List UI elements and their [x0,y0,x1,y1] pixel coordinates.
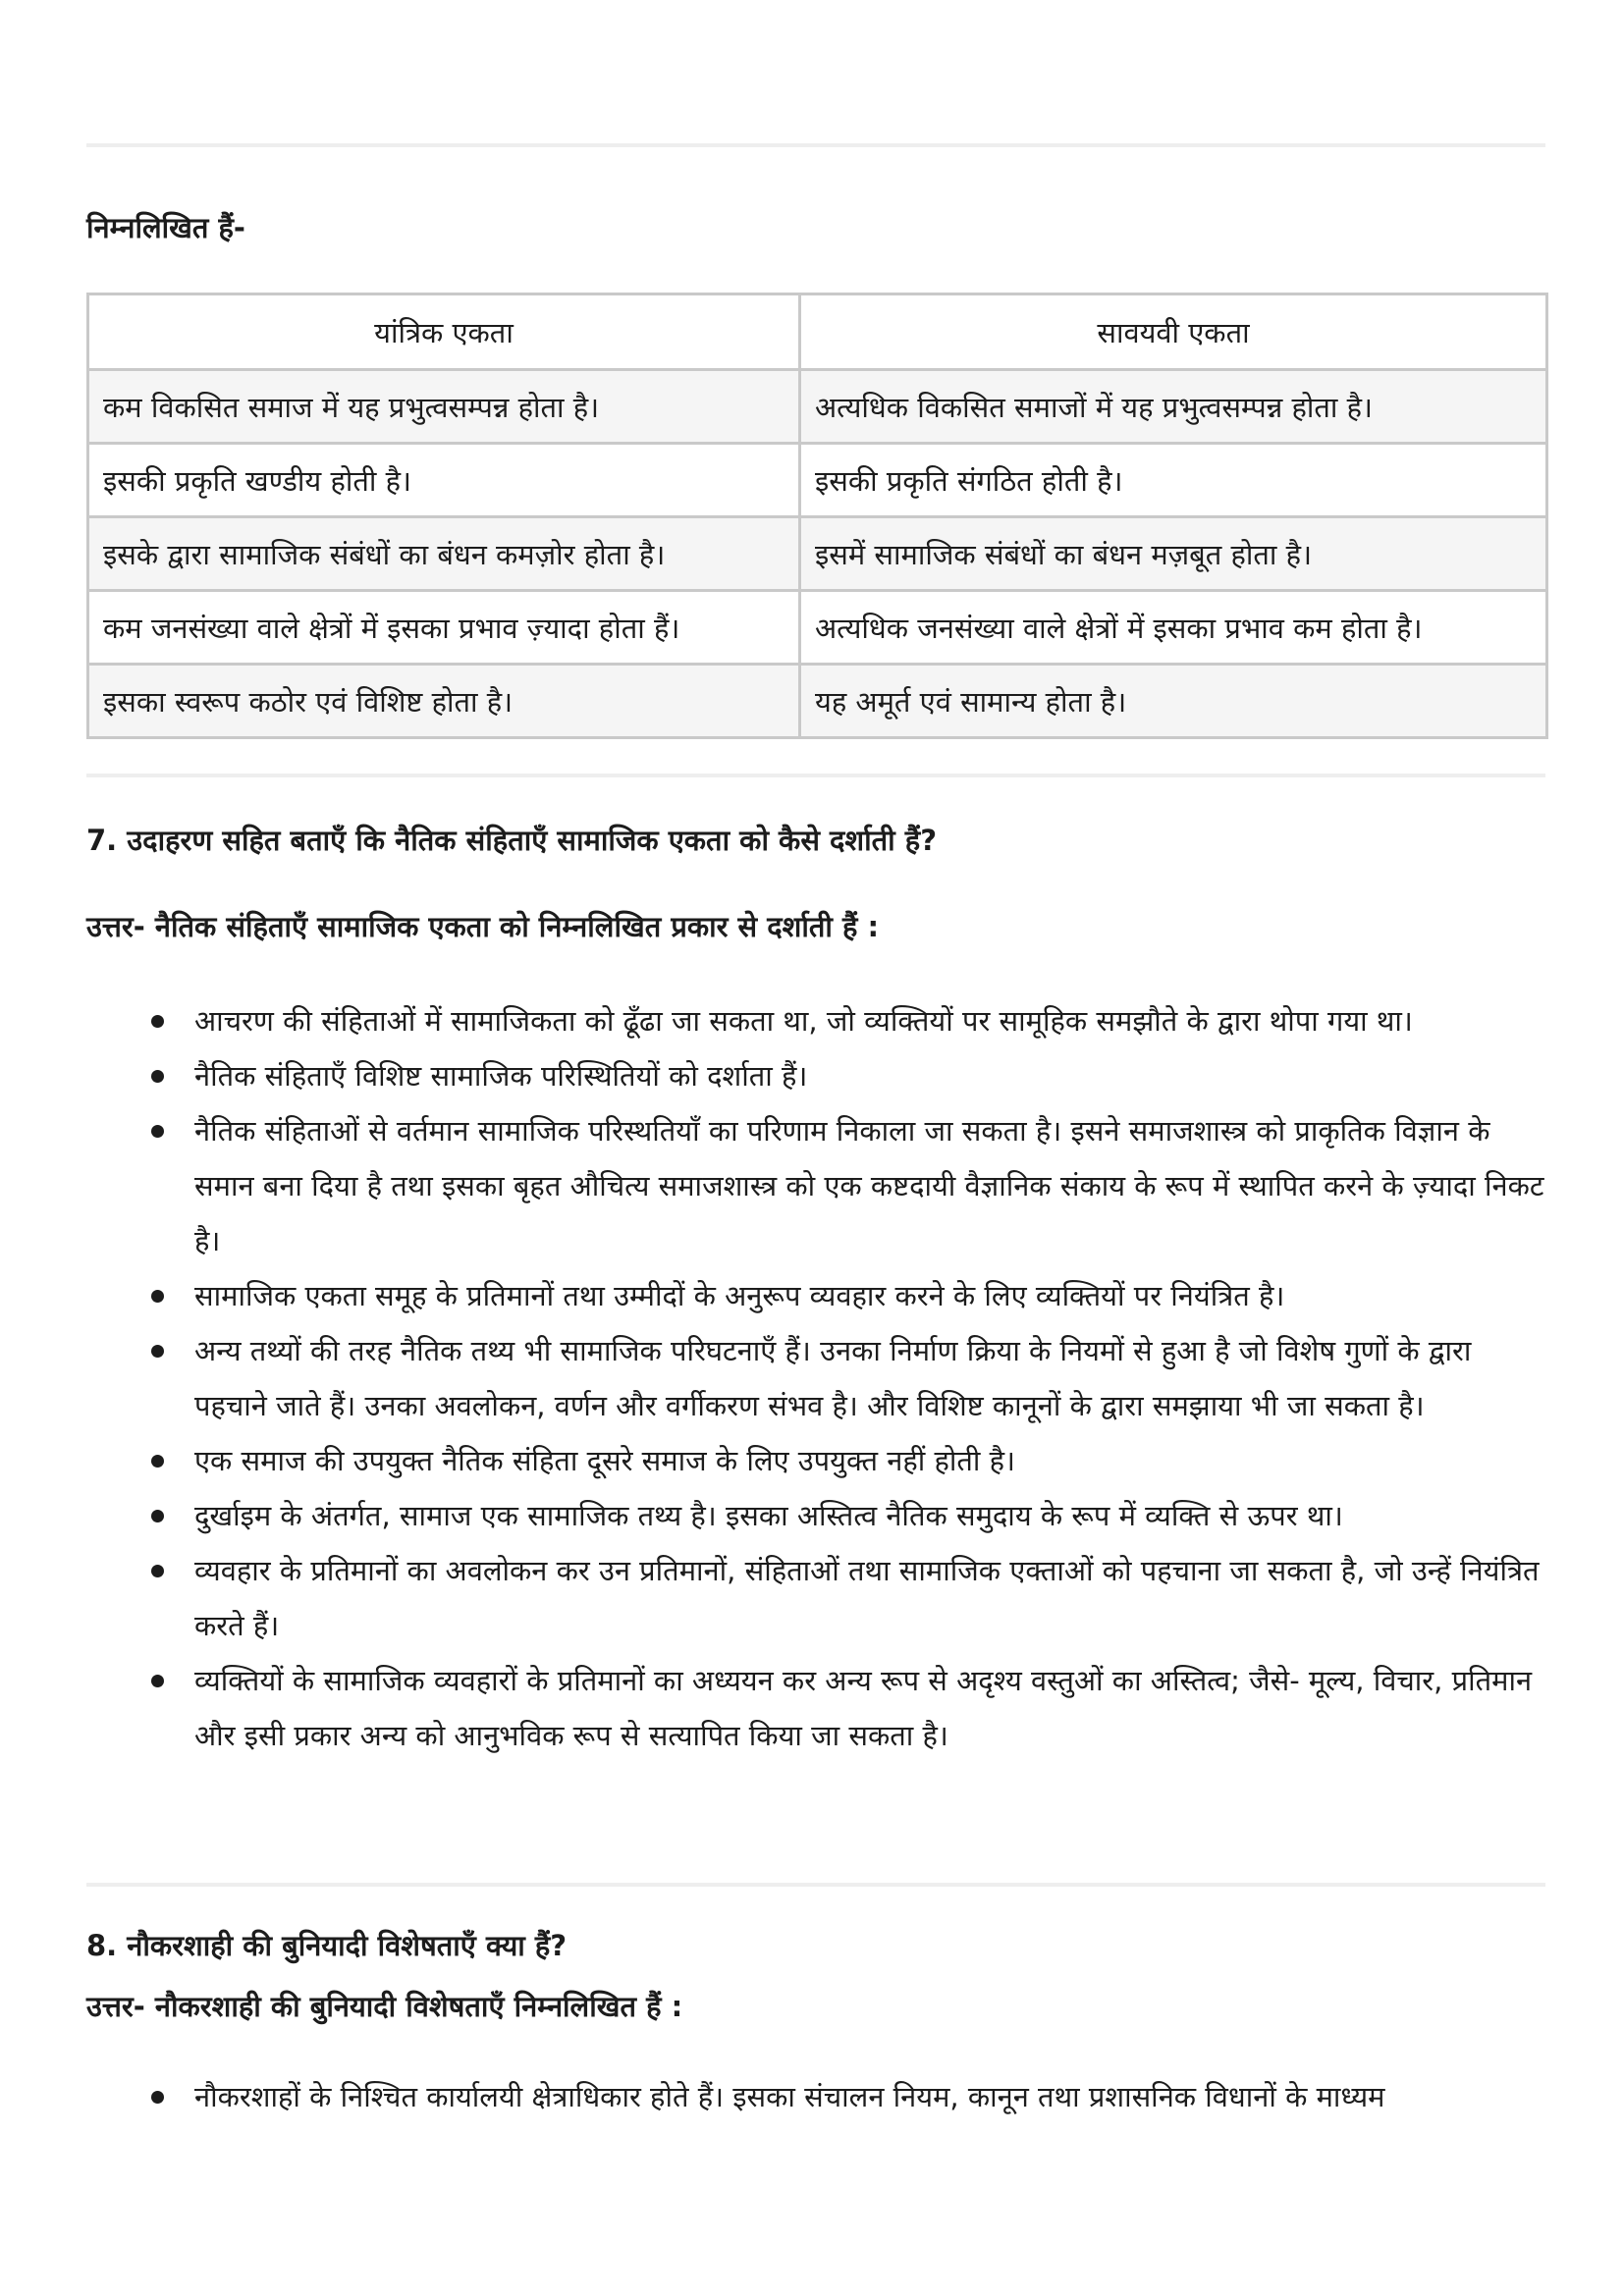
question-7: 7. उदाहरण सहित बताएँ कि नैतिक संहिताएँ सामाजिक एकता को कैसे दर्शाती हैं? [86,824,938,857]
answer-7-intro: उत्तर- नैतिक संहिताएँ सामाजिक एकता को निम्नलिखित प्रकार से दर्शाती हैं : [86,910,880,943]
table-cell: अत्यधिक विकसित समाजों में यह प्रभुत्वसम्पन्न होता है। [800,370,1547,444]
list-item: नैतिक संहिताओं से वर्तमान सामाजिक परिस्थतियाँ का परिणाम निकाला जा सकता है। इसने समाजशास्त्र को प्राकृतिक विज्ञान के समान बना दिया है तथा इसका बृहत औचित्य समाजशास्त्र को एक कष्टदायी वैज्ञानिक संकाय के रूप में स्थापित करने के ज़्यादा निकट है। [86,1103,1545,1268]
list-item: व्यक्तियों के सामाजिक व्यवहारों के प्रतिमानों का अध्ययन कर अन्य रूप से अदृश्य वस्तुओं का अस्तित्व; जैसे- मूल्य, विचार, प्रतिमान और इसी प्रकार अन्य को आनुभविक रूप से सत्यापित किया जा सकता है। [86,1653,1545,1763]
bullet-icon [151,1345,164,1358]
table-header-cell: सावयवी एकता [800,294,1547,370]
bullet-icon [151,1455,164,1468]
table-row [88,517,1547,591]
comparison-table [86,293,1548,739]
list-item: व्यवहार के प्रतिमानों का अवलोकन कर उन प्रतिमानों, संहिताओं तथा सामाजिक एक्ताओं को पहचाना जा सकता है, जो उन्हें नियंत्रित करते हैं। [86,1543,1545,1653]
table-cell: कम विकसित समाज में यह प्रभुत्वसम्पन्न होता है। [88,370,800,444]
table-row [88,444,1547,517]
table-cell: इसमें सामाजिक संबंधों का बंधन मज़बूत होता है। [800,517,1547,591]
bullet-icon [151,1510,164,1522]
question-8: 8. नौकरशाही की बुनियादी विशेषताएँ क्या हैं? [86,1929,568,1962]
table-cell: इसके द्वारा सामाजिक संबंधों का बंधन कमज़ोर होता है। [88,517,800,591]
list-item: एक समाज की उपयुक्त नैतिक संहिता दूसरे समाज के लिए उपयुक्त नहीं होती है। [86,1433,1545,1488]
list-item: दुर्खाइम के अंतर्गत, सामाज एक सामाजिक तथ्य है। इसका अस्तित्व नैतिक समुदाय के रूप में व्यक्ति से ऊपर था। [86,1488,1545,1543]
list-item: नैतिक संहिताएँ विशिष्ट सामाजिक परिस्थितियों को दर्शाता हैं। [86,1048,1545,1103]
bullet-icon [151,1675,164,1687]
table-cell: इसकी प्रकृति खण्डीय होती है। [88,444,800,517]
table-row [88,591,1547,665]
bullet-icon [151,1290,164,1303]
list-item: नौकरशाहों के निश्चित कार्यालयी क्षेत्राधिकार होते हैं। इसका संचालन नियम, कानून तथा प्रशासनिक विधानों के माध्यम [86,2069,1545,2124]
table-cell: यह अमूर्त एवं सामान्य होता है। [800,665,1547,738]
list-item: आचरण की संहिताओं में सामाजिकता को ढूँढा जा सकता था, जो व्यक्तियों पर सामूहिक समझौते के द्वारा थोपा गया था। [86,993,1545,1048]
table-cell: अत्यधिक जनसंख्या वाले क्षेत्रों में इसका प्रभाव कम होता है। [800,591,1547,665]
bullet-icon [151,1565,164,1577]
intro-text: निम्नलिखित हैं- [86,211,245,244]
list-item: सामाजिक एकता समूह के प्रतिमानों तथा उम्मीदों के अनुरूप व्यवहार करने के लिए व्यक्तियों पर नियंत्रित है। [86,1268,1545,1323]
table-row [88,665,1547,738]
top-divider [86,143,1545,147]
table-row [88,370,1547,444]
bullet-icon [151,1070,164,1083]
bullet-icon [151,2091,164,2104]
bullet-icon [151,1015,164,1028]
table-header-cell: यांत्रिक एकता [88,294,800,370]
table-cell: इसका स्वरूप कठोर एवं विशिष्ट होता है। [88,665,800,738]
list-item: अन्य तथ्यों की तरह नैतिक तथ्य भी सामाजिक परिघटनाएँ हैं। उनका निर्माण क्रिया के नियमों से हुआ है जो विशेष गुणों के द्वारा पहचाने जाते हैं। उनका अवलोकन, वर्णन और वर्गीकरण संभव है। और विशिष्ट कानूनों के द्वारा समझाया भी जा सकता है। [86,1323,1545,1433]
section-divider [86,1883,1545,1887]
table-header-row [88,294,1547,370]
table-cell: इसकी प्रकृति संगठित होती है। [800,444,1547,517]
answer-8-list [86,2069,1545,2124]
answer-7-list [86,993,1545,1763]
table-cell: कम जनसंख्या वाले क्षेत्रों में इसका प्रभाव ज़्यादा होता हैं। [88,591,800,665]
answer-8-intro: उत्तर- नौकरशाही की बुनियादी विशेषताएँ निम्नलिखित हैं : [86,1990,683,2023]
bullet-icon [151,1125,164,1138]
section-divider [86,774,1545,777]
